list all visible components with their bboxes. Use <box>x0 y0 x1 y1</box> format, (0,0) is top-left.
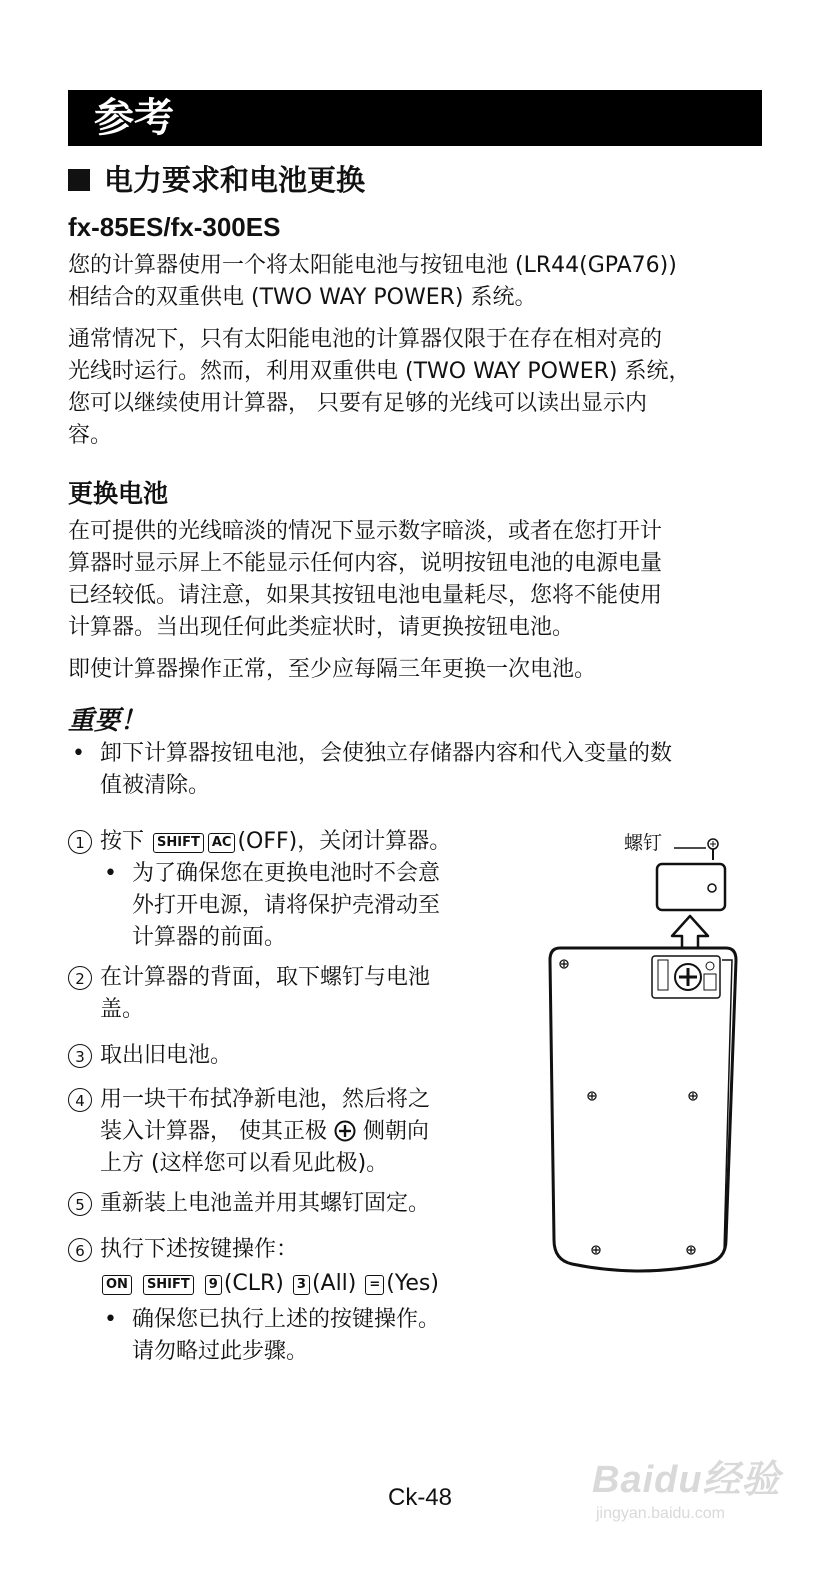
step-6-key-sequence <box>100 1268 439 1300</box>
step-2-line: 在计算器的背面，取下螺钉与电池 <box>100 965 431 990</box>
step-4-line: 上方 (这样您可以看见此极)。 <box>100 1151 389 1176</box>
on-key: ON <box>102 1275 132 1295</box>
intro-line: 您的计算器使用一个将太阳能电池与按钮电池 (LR44(GPA76)) <box>68 253 677 278</box>
step-6-bullet-line: 确保您已执行上述的按键操作。 <box>132 1307 441 1332</box>
step-3-text: 取出旧电池。 <box>100 1043 233 1068</box>
equals-key: = <box>365 1275 384 1295</box>
step-2 <box>68 962 498 1026</box>
step-2-line: 盖。 <box>100 997 145 1022</box>
section-title <box>68 160 365 200</box>
step-4-line-2b: 侧朝向 <box>363 1119 430 1144</box>
replace-line: 在可提供的光线暗淡的情况下显示数字暗淡，或者在您打开计 <box>68 519 663 544</box>
step-6 <box>68 1234 498 1266</box>
step-number: 3 <box>68 1044 92 1068</box>
step-4 <box>68 1084 498 1180</box>
important-line: 值被清除。 <box>100 773 211 798</box>
yes-label: (Yes) <box>386 1271 439 1296</box>
replace-line: 算器时显示屏上不能显示任何内容，说明按钮电池的电源电量 <box>68 551 663 576</box>
intro2-line: 容。 <box>68 423 113 448</box>
shift-key: SHIFT <box>143 1275 194 1295</box>
square-bullet-icon <box>68 169 90 191</box>
calculator-back-diagram <box>540 820 750 1280</box>
step-1-bullet <box>104 858 504 954</box>
step-1 <box>68 826 498 858</box>
step-4-line-2a: 装入计算器， 使其正极 <box>100 1119 327 1144</box>
step-3 <box>68 1040 498 1072</box>
replace-line: 计算器。当出现任何此类症状时，请更换按钮电池。 <box>68 615 575 640</box>
baidu-watermark <box>592 1448 792 1523</box>
intro-paragraph <box>68 250 762 314</box>
bullet-dot-icon: • <box>104 861 117 886</box>
replace-line: 已经较低。请注意，如果其按钮电池电量耗尽，您将不能使用 <box>68 583 663 608</box>
screw-icon <box>708 839 718 860</box>
intro2-line: 您可以继续使用计算器， 只要有足够的光线可以读出显示内 <box>68 391 647 416</box>
clr-label: (CLR) <box>223 1271 284 1296</box>
step-4-line <box>100 1116 498 1148</box>
replace-paragraph <box>68 516 762 644</box>
step-number: 2 <box>68 966 92 990</box>
intro2-line: 通常情况下，只有太阳能电池的计算器仅限于在存在相对亮的 <box>68 327 663 352</box>
intro-line: 相结合的双重供电 (TWO WAY POWER) 系统。 <box>68 285 537 310</box>
bullet-dot-icon: • <box>72 741 85 766</box>
step-1-prefix: 按下 <box>100 829 145 854</box>
step-5 <box>68 1188 498 1220</box>
step-6-bullet <box>104 1304 504 1368</box>
page-number: Ck-48 <box>387 1484 453 1511</box>
battery-cover <box>657 864 725 910</box>
important-heading: 重要！ <box>68 706 147 736</box>
battery-plus-icon <box>675 964 701 990</box>
step-1-bullet-line: 计算器的前面。 <box>132 925 287 950</box>
three-key: 3 <box>293 1275 310 1295</box>
positive-pole-icon <box>334 1120 356 1142</box>
nine-key: 9 <box>205 1275 222 1295</box>
step-6-text: 执行下述按键操作： <box>100 1237 299 1262</box>
watermark-main: Baidu经验 <box>592 1459 781 1501</box>
replace-paragraph-2: 即使计算器操作正常，至少应每隔三年更换一次电池。 <box>68 657 597 682</box>
shift-key: SHIFT <box>153 833 204 853</box>
step-1-suffix: (OFF)，关闭计算器。 <box>237 829 452 854</box>
step-number: 1 <box>68 830 92 854</box>
intro2-line: 光线时运行。然而，利用双重供电 (TWO WAY POWER) 系统， <box>68 359 691 384</box>
watermark-url: jingyan.baidu.com <box>596 1505 725 1522</box>
all-label: (All) <box>311 1271 357 1296</box>
important-bullet <box>72 738 762 802</box>
reference-banner: 参考 <box>68 90 762 146</box>
step-number: 4 <box>68 1088 92 1112</box>
model-name: fx-85ES/fx-300ES <box>68 212 281 242</box>
intro-paragraph-2 <box>68 324 762 452</box>
step-number: 6 <box>68 1238 92 1262</box>
replace-battery-heading: 更换电池 <box>68 479 169 508</box>
step-5-text: 重新装上电池盖并用其螺钉固定。 <box>100 1191 431 1216</box>
step-4-line: 用一块干布拭净新电池，然后将之 <box>100 1087 431 1112</box>
step-1-bullet-line: 为了确保您在更换电池时不会意 <box>132 861 441 886</box>
screw-label: 螺钉 <box>624 832 663 854</box>
step-6-bullet-line: 请勿略过此步骤。 <box>132 1339 309 1364</box>
step-1-bullet-line: 外打开电源，请将保护壳滑动至 <box>132 893 441 918</box>
section-title-text: 电力要求和电池更换 <box>104 163 366 197</box>
important-line: 卸下计算器按钮电池，会使独立存储器内容和代入变量的数 <box>100 741 673 766</box>
ac-key: AC <box>208 833 236 853</box>
bullet-dot-icon: • <box>104 1307 117 1332</box>
step-number: 5 <box>68 1192 92 1216</box>
